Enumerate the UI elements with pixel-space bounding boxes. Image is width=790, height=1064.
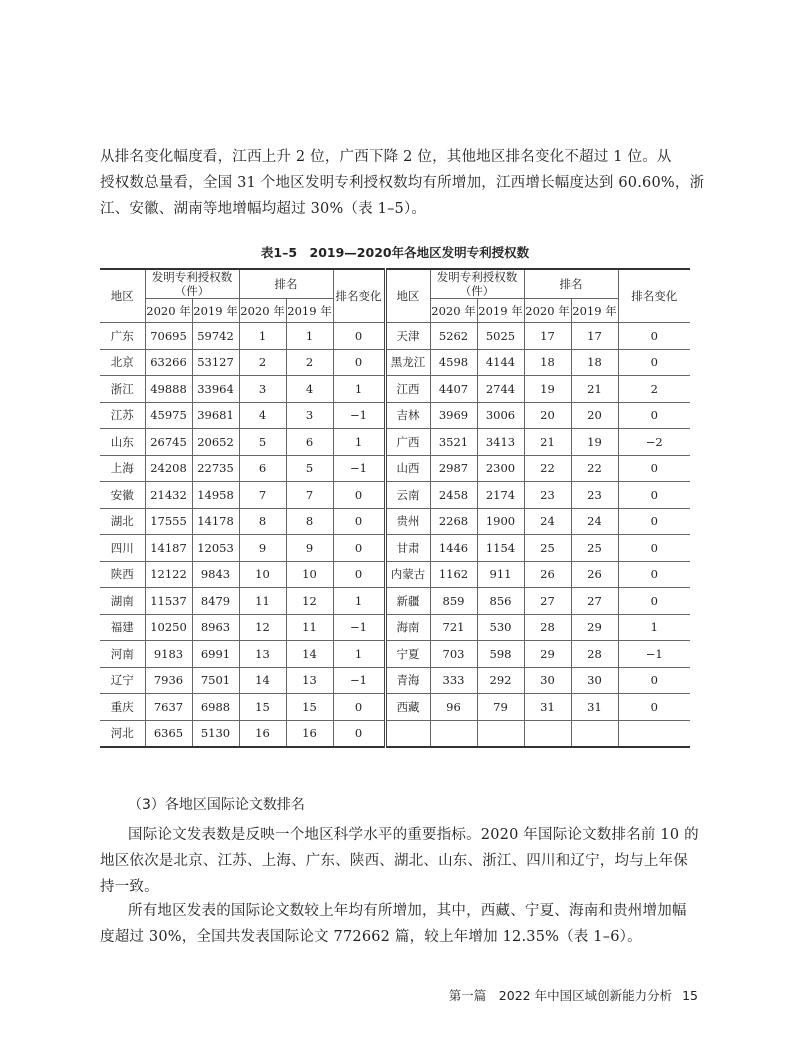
cell-patents-2020: 1162 [430, 561, 477, 588]
cell-patents-2019: 39681 [192, 402, 239, 429]
cell-rank-2019: 14 [286, 641, 333, 668]
cell-patents-2019: 14958 [192, 482, 239, 509]
cell-rank-change: 0 [333, 323, 385, 350]
cell-region: 内蒙古 [385, 561, 430, 588]
cell-rank-2020: 21 [524, 429, 571, 456]
cell-rank-2020: 5 [239, 429, 286, 456]
cell-patents-2019: 530 [477, 614, 524, 641]
cell-rank-2020: 16 [239, 720, 286, 747]
cell-patents-2020: 7936 [145, 667, 192, 694]
patent-table-wrapper [100, 268, 690, 748]
cell-region: 北京 [100, 349, 145, 376]
intro-line: 授权数总量看，全国 31 个地区发明专利授权数均有所增加，江西增长幅度达到 60.60%，浙 [100, 175, 705, 191]
table-row [100, 429, 690, 456]
cell-region: 重庆 [100, 694, 145, 721]
cell-rank-2020: 12 [239, 614, 286, 641]
cell-rank-2020: 8 [239, 508, 286, 535]
cell-patents-2019: 9843 [192, 561, 239, 588]
cell-patents-2019: 3006 [477, 402, 524, 429]
cell-region: 新疆 [385, 588, 430, 615]
cell-rank-change: 0 [618, 694, 690, 721]
cell-rank-2020: 9 [239, 535, 286, 562]
cell-patents-2019: 5025 [477, 323, 524, 350]
cell-region: 浙江 [100, 376, 145, 403]
cell-region: 山西 [385, 455, 430, 482]
cell-rank-2020: 3 [239, 376, 286, 403]
cell-patents-2020: 45975 [145, 402, 192, 429]
intro-paragraph [100, 144, 705, 222]
cell-rank-2019: 11 [286, 614, 333, 641]
cell-rank-2020: 2 [239, 349, 286, 376]
cell-rank-change: 0 [618, 561, 690, 588]
cell-rank-change: 0 [618, 588, 690, 615]
footer-chapter: 第一篇 2022 年中国区域创新能力分析 [448, 988, 673, 1003]
cell-rank-2020: 19 [524, 376, 571, 403]
cell-region: 西藏 [385, 694, 430, 721]
header-year-2019: 2019 年 [192, 299, 239, 323]
cell-rank-change: 0 [618, 508, 690, 535]
cell-rank-2020: 20 [524, 402, 571, 429]
cell-rank-change: 0 [618, 349, 690, 376]
cell-rank-2019: 29 [571, 614, 618, 641]
header-region: 地区 [100, 269, 145, 323]
cell-rank-change: 0 [333, 482, 385, 509]
cell-rank-2020: 1 [239, 323, 286, 350]
cell-patents-2020: 703 [430, 641, 477, 668]
cell-rank-2020: 26 [524, 561, 571, 588]
header-rank: 排名 [239, 269, 333, 299]
cell-patents-2020: 49888 [145, 376, 192, 403]
page-number: 15 [682, 988, 698, 1003]
cell-rank-2019: 4 [286, 376, 333, 403]
header-region: 地区 [385, 269, 430, 323]
cell-rank-2020: 17 [524, 323, 571, 350]
cell-rank-2020 [524, 720, 571, 747]
cell-patents-2020: 24208 [145, 455, 192, 482]
section-heading: （3）各地区国际论文数排名 [128, 797, 305, 813]
header-year-2020: 2020 年 [145, 299, 192, 323]
paragraph-line: 持一致。 [100, 879, 159, 895]
cell-region: 福建 [100, 614, 145, 641]
cell-patents-2020: 333 [430, 667, 477, 694]
table-body [100, 323, 690, 748]
cell-patents-2019: 59742 [192, 323, 239, 350]
cell-rank-2019: 23 [571, 482, 618, 509]
cell-rank-change: 0 [333, 561, 385, 588]
section-paragraph-2 [100, 898, 690, 950]
header-year-2020: 2020 年 [239, 299, 286, 323]
cell-patents-2020: 2987 [430, 455, 477, 482]
cell-rank-2020: 30 [524, 667, 571, 694]
cell-rank-2019: 3 [286, 402, 333, 429]
cell-region: 江西 [385, 376, 430, 403]
cell-patents-2019: 22735 [192, 455, 239, 482]
table-row [100, 641, 690, 668]
table-row [100, 482, 690, 509]
cell-patents-2020: 7637 [145, 694, 192, 721]
cell-rank-change: −1 [333, 667, 385, 694]
cell-patents-2019: 7501 [192, 667, 239, 694]
header-rank: 排名 [524, 269, 618, 299]
cell-patents-2020: 70695 [145, 323, 192, 350]
cell-rank-2020: 14 [239, 667, 286, 694]
cell-region: 青海 [385, 667, 430, 694]
cell-rank-change: 1 [333, 429, 385, 456]
cell-region: 辽宁 [100, 667, 145, 694]
cell-rank-2019: 19 [571, 429, 618, 456]
cell-region: 山东 [100, 429, 145, 456]
cell-rank-2020: 10 [239, 561, 286, 588]
section-paragraph-1 [100, 822, 699, 900]
table-row [100, 720, 690, 747]
table-row [100, 376, 690, 403]
cell-region: 河北 [100, 720, 145, 747]
cell-rank-2020: 15 [239, 694, 286, 721]
cell-patents-2019 [477, 720, 524, 747]
cell-rank-2019: 22 [571, 455, 618, 482]
cell-rank-change: 1 [333, 588, 385, 615]
cell-region: 天津 [385, 323, 430, 350]
cell-patents-2019: 1900 [477, 508, 524, 535]
cell-rank-2019: 16 [286, 720, 333, 747]
cell-rank-2020: 25 [524, 535, 571, 562]
header-year-2020: 2020 年 [430, 299, 477, 323]
cell-region: 广东 [100, 323, 145, 350]
cell-patents-2019: 8963 [192, 614, 239, 641]
cell-rank-change: 1 [618, 614, 690, 641]
cell-patents-2019: 5130 [192, 720, 239, 747]
cell-patents-2019: 598 [477, 641, 524, 668]
cell-patents-2020: 6365 [145, 720, 192, 747]
header-year-2019: 2019 年 [286, 299, 333, 323]
cell-rank-2020: 24 [524, 508, 571, 535]
cell-patents-2019: 2174 [477, 482, 524, 509]
cell-rank-2019: 20 [571, 402, 618, 429]
header-patents: 发明专利授权数（件） [430, 269, 524, 299]
cell-patents-2020: 859 [430, 588, 477, 615]
cell-patents-2020: 2268 [430, 508, 477, 535]
cell-rank-2019: 30 [571, 667, 618, 694]
cell-rank-2019: 17 [571, 323, 618, 350]
cell-rank-change: 1 [333, 641, 385, 668]
cell-rank-change: −1 [333, 614, 385, 641]
header-year-2019: 2019 年 [571, 299, 618, 323]
cell-rank-2020: 22 [524, 455, 571, 482]
cell-rank-change: 0 [618, 482, 690, 509]
page-footer [449, 986, 698, 1004]
cell-patents-2019: 1154 [477, 535, 524, 562]
cell-rank-2020: 29 [524, 641, 571, 668]
paragraph-line: 度超过 30%，全国共发表国际论文 772662 篇，较上年增加 12.35%（表 1–6）。 [100, 929, 642, 945]
table-row [100, 561, 690, 588]
cell-rank-2019 [571, 720, 618, 747]
cell-patents-2019: 12053 [192, 535, 239, 562]
header-year-2019: 2019 年 [477, 299, 524, 323]
cell-rank-change [618, 720, 690, 747]
cell-patents-2020: 3521 [430, 429, 477, 456]
cell-rank-2019: 9 [286, 535, 333, 562]
cell-patents-2020: 63266 [145, 349, 192, 376]
patent-table [100, 268, 690, 748]
cell-patents-2020 [430, 720, 477, 747]
cell-rank-2019: 25 [571, 535, 618, 562]
cell-rank-change: 0 [333, 508, 385, 535]
table-row [100, 694, 690, 721]
paragraph-line: 地区依次是北京、江苏、上海、广东、陕西、湖北、山东、浙江、四川和辽宁，均与上年保 [100, 853, 688, 869]
cell-patents-2019: 33964 [192, 376, 239, 403]
cell-region: 黑龙江 [385, 349, 430, 376]
cell-rank-change: 0 [618, 667, 690, 694]
cell-region: 宁夏 [385, 641, 430, 668]
cell-rank-2019: 13 [286, 667, 333, 694]
cell-rank-2020: 6 [239, 455, 286, 482]
table-row [100, 508, 690, 535]
cell-rank-2019: 27 [571, 588, 618, 615]
cell-rank-2019: 26 [571, 561, 618, 588]
cell-rank-2019: 10 [286, 561, 333, 588]
paragraph-line: 所有地区发表的国际论文数较上年均有所增加，其中，西藏、宁夏、海南和贵州增加幅 [128, 903, 687, 919]
cell-rank-2019: 6 [286, 429, 333, 456]
cell-rank-2020: 27 [524, 588, 571, 615]
cell-region: 四川 [100, 535, 145, 562]
cell-region: 甘肃 [385, 535, 430, 562]
cell-rank-2019: 21 [571, 376, 618, 403]
cell-rank-change: 0 [618, 535, 690, 562]
cell-patents-2020: 10250 [145, 614, 192, 641]
cell-region: 吉林 [385, 402, 430, 429]
cell-rank-2020: 23 [524, 482, 571, 509]
cell-rank-change: 0 [333, 349, 385, 376]
cell-rank-change: −1 [333, 455, 385, 482]
header-patents: 发明专利授权数（件） [145, 269, 239, 299]
cell-patents-2019: 292 [477, 667, 524, 694]
cell-patents-2020: 17555 [145, 508, 192, 535]
cell-rank-change: 2 [618, 376, 690, 403]
cell-rank-2019: 5 [286, 455, 333, 482]
header-year-2020: 2020 年 [524, 299, 571, 323]
cell-patents-2020: 21432 [145, 482, 192, 509]
cell-patents-2019: 2300 [477, 455, 524, 482]
cell-patents-2020: 26745 [145, 429, 192, 456]
header-rank-change: 排名变化 [333, 269, 385, 323]
intro-line: 从排名变化幅度看，江西上升 2 位，广西下降 2 位，其他地区排名变化不超过 1 位。从 [100, 149, 672, 165]
cell-rank-change: 0 [618, 455, 690, 482]
cell-patents-2019: 20652 [192, 429, 239, 456]
cell-rank-2020: 11 [239, 588, 286, 615]
cell-patents-2019: 3413 [477, 429, 524, 456]
cell-patents-2020: 9183 [145, 641, 192, 668]
cell-rank-2019: 15 [286, 694, 333, 721]
cell-patents-2020: 721 [430, 614, 477, 641]
cell-patents-2020: 2458 [430, 482, 477, 509]
cell-region: 江苏 [100, 402, 145, 429]
cell-region: 海南 [385, 614, 430, 641]
cell-rank-change: 0 [618, 402, 690, 429]
table-row [100, 349, 690, 376]
cell-rank-2019: 1 [286, 323, 333, 350]
cell-patents-2020: 4407 [430, 376, 477, 403]
cell-rank-2020: 4 [239, 402, 286, 429]
cell-patents-2019: 6988 [192, 694, 239, 721]
cell-patents-2020: 4598 [430, 349, 477, 376]
cell-patents-2020: 96 [430, 694, 477, 721]
cell-region: 云南 [385, 482, 430, 509]
cell-rank-2019: 31 [571, 694, 618, 721]
table-row [100, 402, 690, 429]
paragraph-line: 国际论文发表数是反映一个地区科学水平的重要指标。2020 年国际论文数排名前 10 的 [128, 827, 699, 843]
table-row [100, 535, 690, 562]
table-row [100, 588, 690, 615]
cell-patents-2020: 1446 [430, 535, 477, 562]
cell-rank-2020: 7 [239, 482, 286, 509]
table-row [100, 667, 690, 694]
cell-rank-2019: 2 [286, 349, 333, 376]
cell-region: 广西 [385, 429, 430, 456]
cell-rank-change: −2 [618, 429, 690, 456]
cell-rank-2019: 7 [286, 482, 333, 509]
table-title: 表1–5 2019—2020年各地区发明专利授权数 [260, 245, 530, 260]
cell-patents-2020: 11537 [145, 588, 192, 615]
cell-rank-2020: 28 [524, 614, 571, 641]
table-row [100, 614, 690, 641]
cell-region [385, 720, 430, 747]
cell-patents-2019: 8479 [192, 588, 239, 615]
cell-patents-2020: 14187 [145, 535, 192, 562]
cell-patents-2019: 4144 [477, 349, 524, 376]
cell-rank-2019: 18 [571, 349, 618, 376]
cell-patents-2019: 14178 [192, 508, 239, 535]
cell-region: 河南 [100, 641, 145, 668]
cell-rank-2020: 31 [524, 694, 571, 721]
cell-rank-change: 0 [333, 694, 385, 721]
cell-patents-2020: 5262 [430, 323, 477, 350]
header-rank-change: 排名变化 [618, 269, 690, 323]
cell-region: 湖南 [100, 588, 145, 615]
cell-rank-change: 0 [618, 323, 690, 350]
cell-region: 上海 [100, 455, 145, 482]
cell-rank-2019: 24 [571, 508, 618, 535]
cell-rank-2020: 18 [524, 349, 571, 376]
cell-region: 贵州 [385, 508, 430, 535]
cell-rank-2019: 12 [286, 588, 333, 615]
table-row [100, 455, 690, 482]
cell-rank-change: 0 [333, 720, 385, 747]
cell-rank-2019: 8 [286, 508, 333, 535]
cell-rank-change: 1 [333, 376, 385, 403]
cell-patents-2019: 2744 [477, 376, 524, 403]
cell-patents-2020: 3969 [430, 402, 477, 429]
cell-rank-change: −1 [333, 402, 385, 429]
table-row [100, 323, 690, 350]
cell-region: 安徽 [100, 482, 145, 509]
cell-rank-change: 0 [333, 535, 385, 562]
cell-patents-2019: 6991 [192, 641, 239, 668]
cell-region: 陕西 [100, 561, 145, 588]
intro-line: 江、安徽、湖南等地增幅均超过 30%（表 1–5）。 [100, 201, 427, 217]
cell-patents-2019: 856 [477, 588, 524, 615]
cell-region: 湖北 [100, 508, 145, 535]
cell-patents-2019: 911 [477, 561, 524, 588]
cell-patents-2019: 79 [477, 694, 524, 721]
cell-patents-2020: 12122 [145, 561, 192, 588]
cell-patents-2019: 53127 [192, 349, 239, 376]
cell-rank-2020: 13 [239, 641, 286, 668]
cell-rank-change: −1 [618, 641, 690, 668]
cell-rank-2019: 28 [571, 641, 618, 668]
